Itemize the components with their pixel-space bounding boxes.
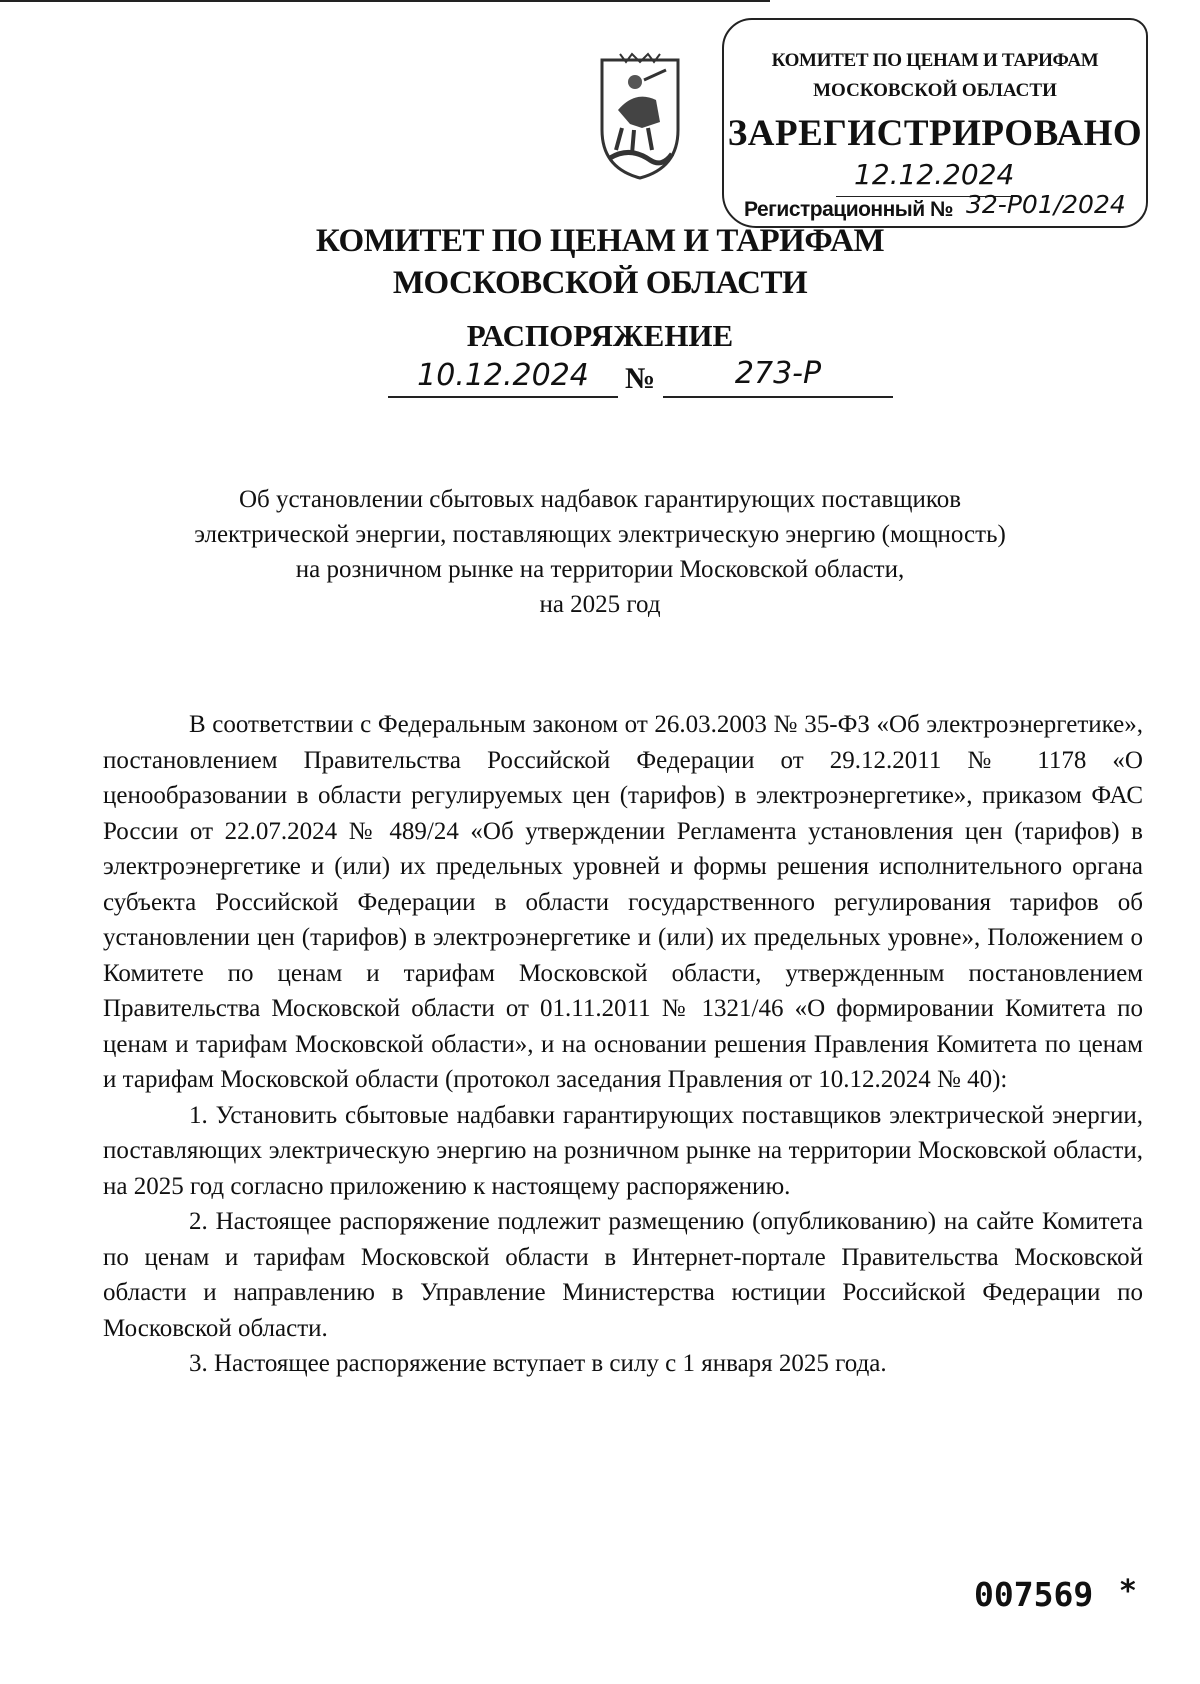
order-item-3: 3. Настоящее распоряжение вступает в силу с 1 января 2025 года. bbox=[189, 1350, 887, 1377]
document-serial-code: 007569 bbox=[974, 1575, 1094, 1614]
document-type: РАСПОРЯЖЕНИЕ bbox=[466, 318, 734, 353]
document-date-underline bbox=[388, 396, 618, 398]
document-date: 10.12.2024 bbox=[417, 358, 589, 393]
stamp-org-line1: КОМИТЕТ ПО ЦЕНАМ И ТАРИФАМ bbox=[771, 50, 1099, 71]
organization-name bbox=[200, 220, 1000, 304]
title-line: на розничном рынке на территории Московской области, bbox=[295, 556, 905, 583]
coat-of-arms-icon bbox=[590, 50, 690, 182]
registration-stamp bbox=[722, 18, 1148, 228]
organization-name-line1: КОМИТЕТ ПО ЦЕНАМ И ТАРИФАМ bbox=[315, 223, 885, 259]
title-line: на 2025 год bbox=[539, 591, 661, 618]
order-item-1: 1. Установить сбытовые надбавки гарантирующих поставщиков электрической энергии, поставляющих электрическую энергию на розничном рынке на территории Московской области, на 2025 год согласно приложению к настоящему распоряжению. bbox=[103, 1101, 1143, 1200]
stamp-registered: ЗАРЕГИСТРИРОВАНО bbox=[727, 113, 1143, 154]
stamp-org-line2: МОСКОВСКОЙ ОБЛАСТИ bbox=[813, 80, 1057, 101]
top-border-line bbox=[0, 0, 770, 2]
preamble-paragraph: В соответствии с Федеральным законом от 26.03.2003 № 35-ФЗ «Об электроэнергетике», постановлением Правительства Российской Федерации от 29.12.2011 № 1178 «О ценообразовании в области регулируемых цен (тарифов) в электроэнергетике», приказом ФАС России от 22.07.2024 № 489/24 «Об утверждении Регламента установления цен (тарифов) в электроэнергетике и (или) их предельных уровней и формы решения исполнительного органа субъекта Российской Федерации в области государственного регулирования тарифов об установлении цен (тарифов) в электроэнергетике и (или) их предельных уровне», Положением о Комитете по ценам и тарифам Московской области, утвержденным постановлением Правительства Московской области от 01.11.2011 № 1321/46 «О формировании Комитета по ценам и тарифам Московской области», и на основании решения Правления Комитета по ценам и тарифам Московской области (протокол заседания Правления от 10.12.2024 № 40): bbox=[103, 711, 1143, 1093]
document-number-underline bbox=[663, 396, 893, 398]
title-line: Об установлении сбытовых надбавок гарантирующих поставщиков bbox=[238, 486, 962, 513]
serial-asterisk: * bbox=[1120, 1574, 1136, 1609]
document-title bbox=[160, 482, 1040, 622]
title-line: электрической энергии, поставляющих электрическую энергию (мощность) bbox=[194, 521, 1006, 548]
stamp-date: 12.12.2024 bbox=[854, 158, 1015, 191]
stamp-regno-label: Регистрационный № bbox=[744, 198, 953, 221]
organization-name-line2: МОСКОВСКОЙ ОБЛАСТИ bbox=[392, 265, 808, 301]
number-sign: № bbox=[625, 362, 656, 395]
order-item-2: 2. Настоящее распоряжение подлежит размещению (опубликованию) на сайте Комитета по ценам и тарифам Московской области в Интернет-портале Правительства Московской области и направлению в Управление Министерства юстиции Российской Федерации по Московской области. bbox=[103, 1208, 1143, 1342]
stamp-regno-value: 32-Р01/2024 bbox=[966, 190, 1126, 219]
document-body bbox=[103, 707, 1143, 1382]
document-number: 273-Р bbox=[734, 356, 822, 391]
